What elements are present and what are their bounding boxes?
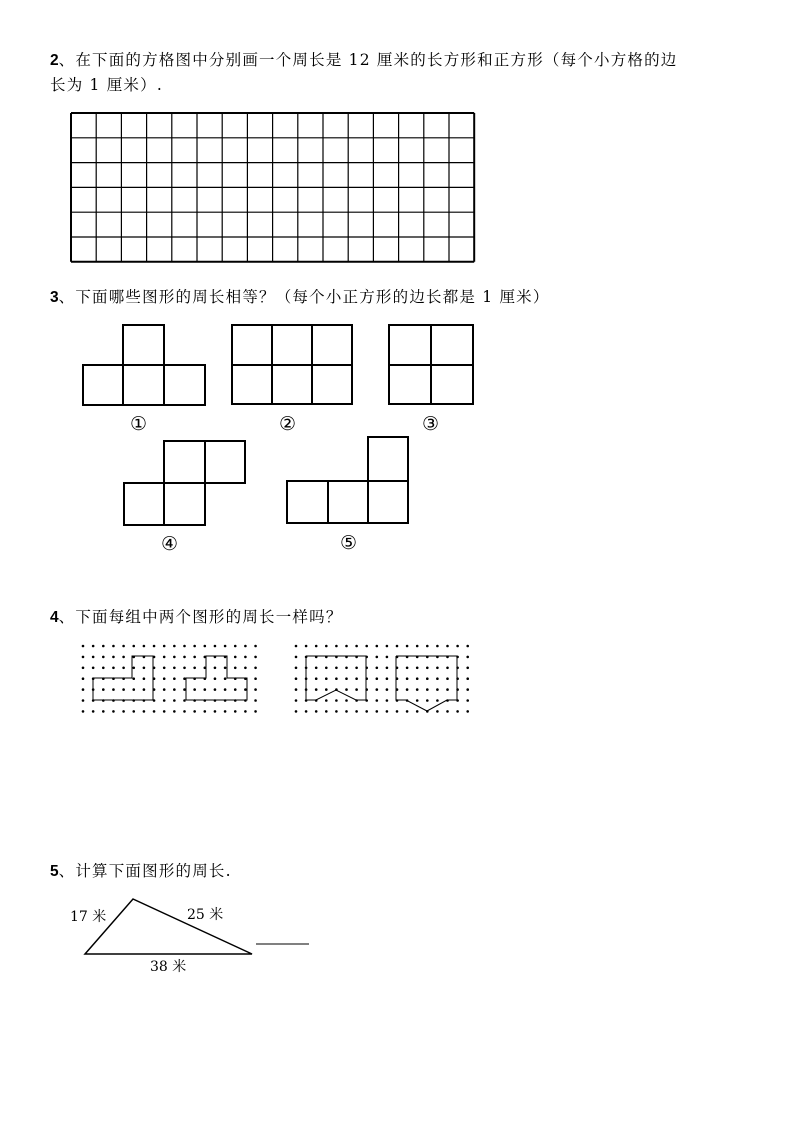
figure-2-label: ② <box>279 413 297 435</box>
question-2-text-2: 长为 1 厘米）. <box>50 76 163 94</box>
figure-4-label: ④ <box>161 533 179 555</box>
figure-3-label: ③ <box>422 413 440 435</box>
triangle-side-bottom-label: 38 米 <box>150 959 187 975</box>
question-2-text-1: 、在下面的方格图中分别画一个周长是 12 厘米的长方形和正方形（每个小方格的边 <box>58 51 678 69</box>
question-3-number: 3 <box>50 289 59 306</box>
question-2-number: 2 <box>50 52 59 69</box>
question-4-text: 、下面每组中两个图形的周长一样吗？ <box>58 608 343 626</box>
question-3-text: 、下面哪些图形的周长相等？（每个小正方形的边长都是 1 厘米） <box>58 288 550 306</box>
triangle <box>85 899 252 954</box>
figure-1-label: ① <box>130 413 148 435</box>
triangle-side-left-label: 17 米 <box>70 909 107 925</box>
question-4-number: 4 <box>50 609 59 626</box>
question-5-number: 5 <box>50 863 59 880</box>
triangle-side-right-label: 25 米 <box>187 907 224 923</box>
figure-5-label: ⑤ <box>340 532 358 554</box>
question-5-text: 、计算下面图形的周长. <box>58 862 232 880</box>
